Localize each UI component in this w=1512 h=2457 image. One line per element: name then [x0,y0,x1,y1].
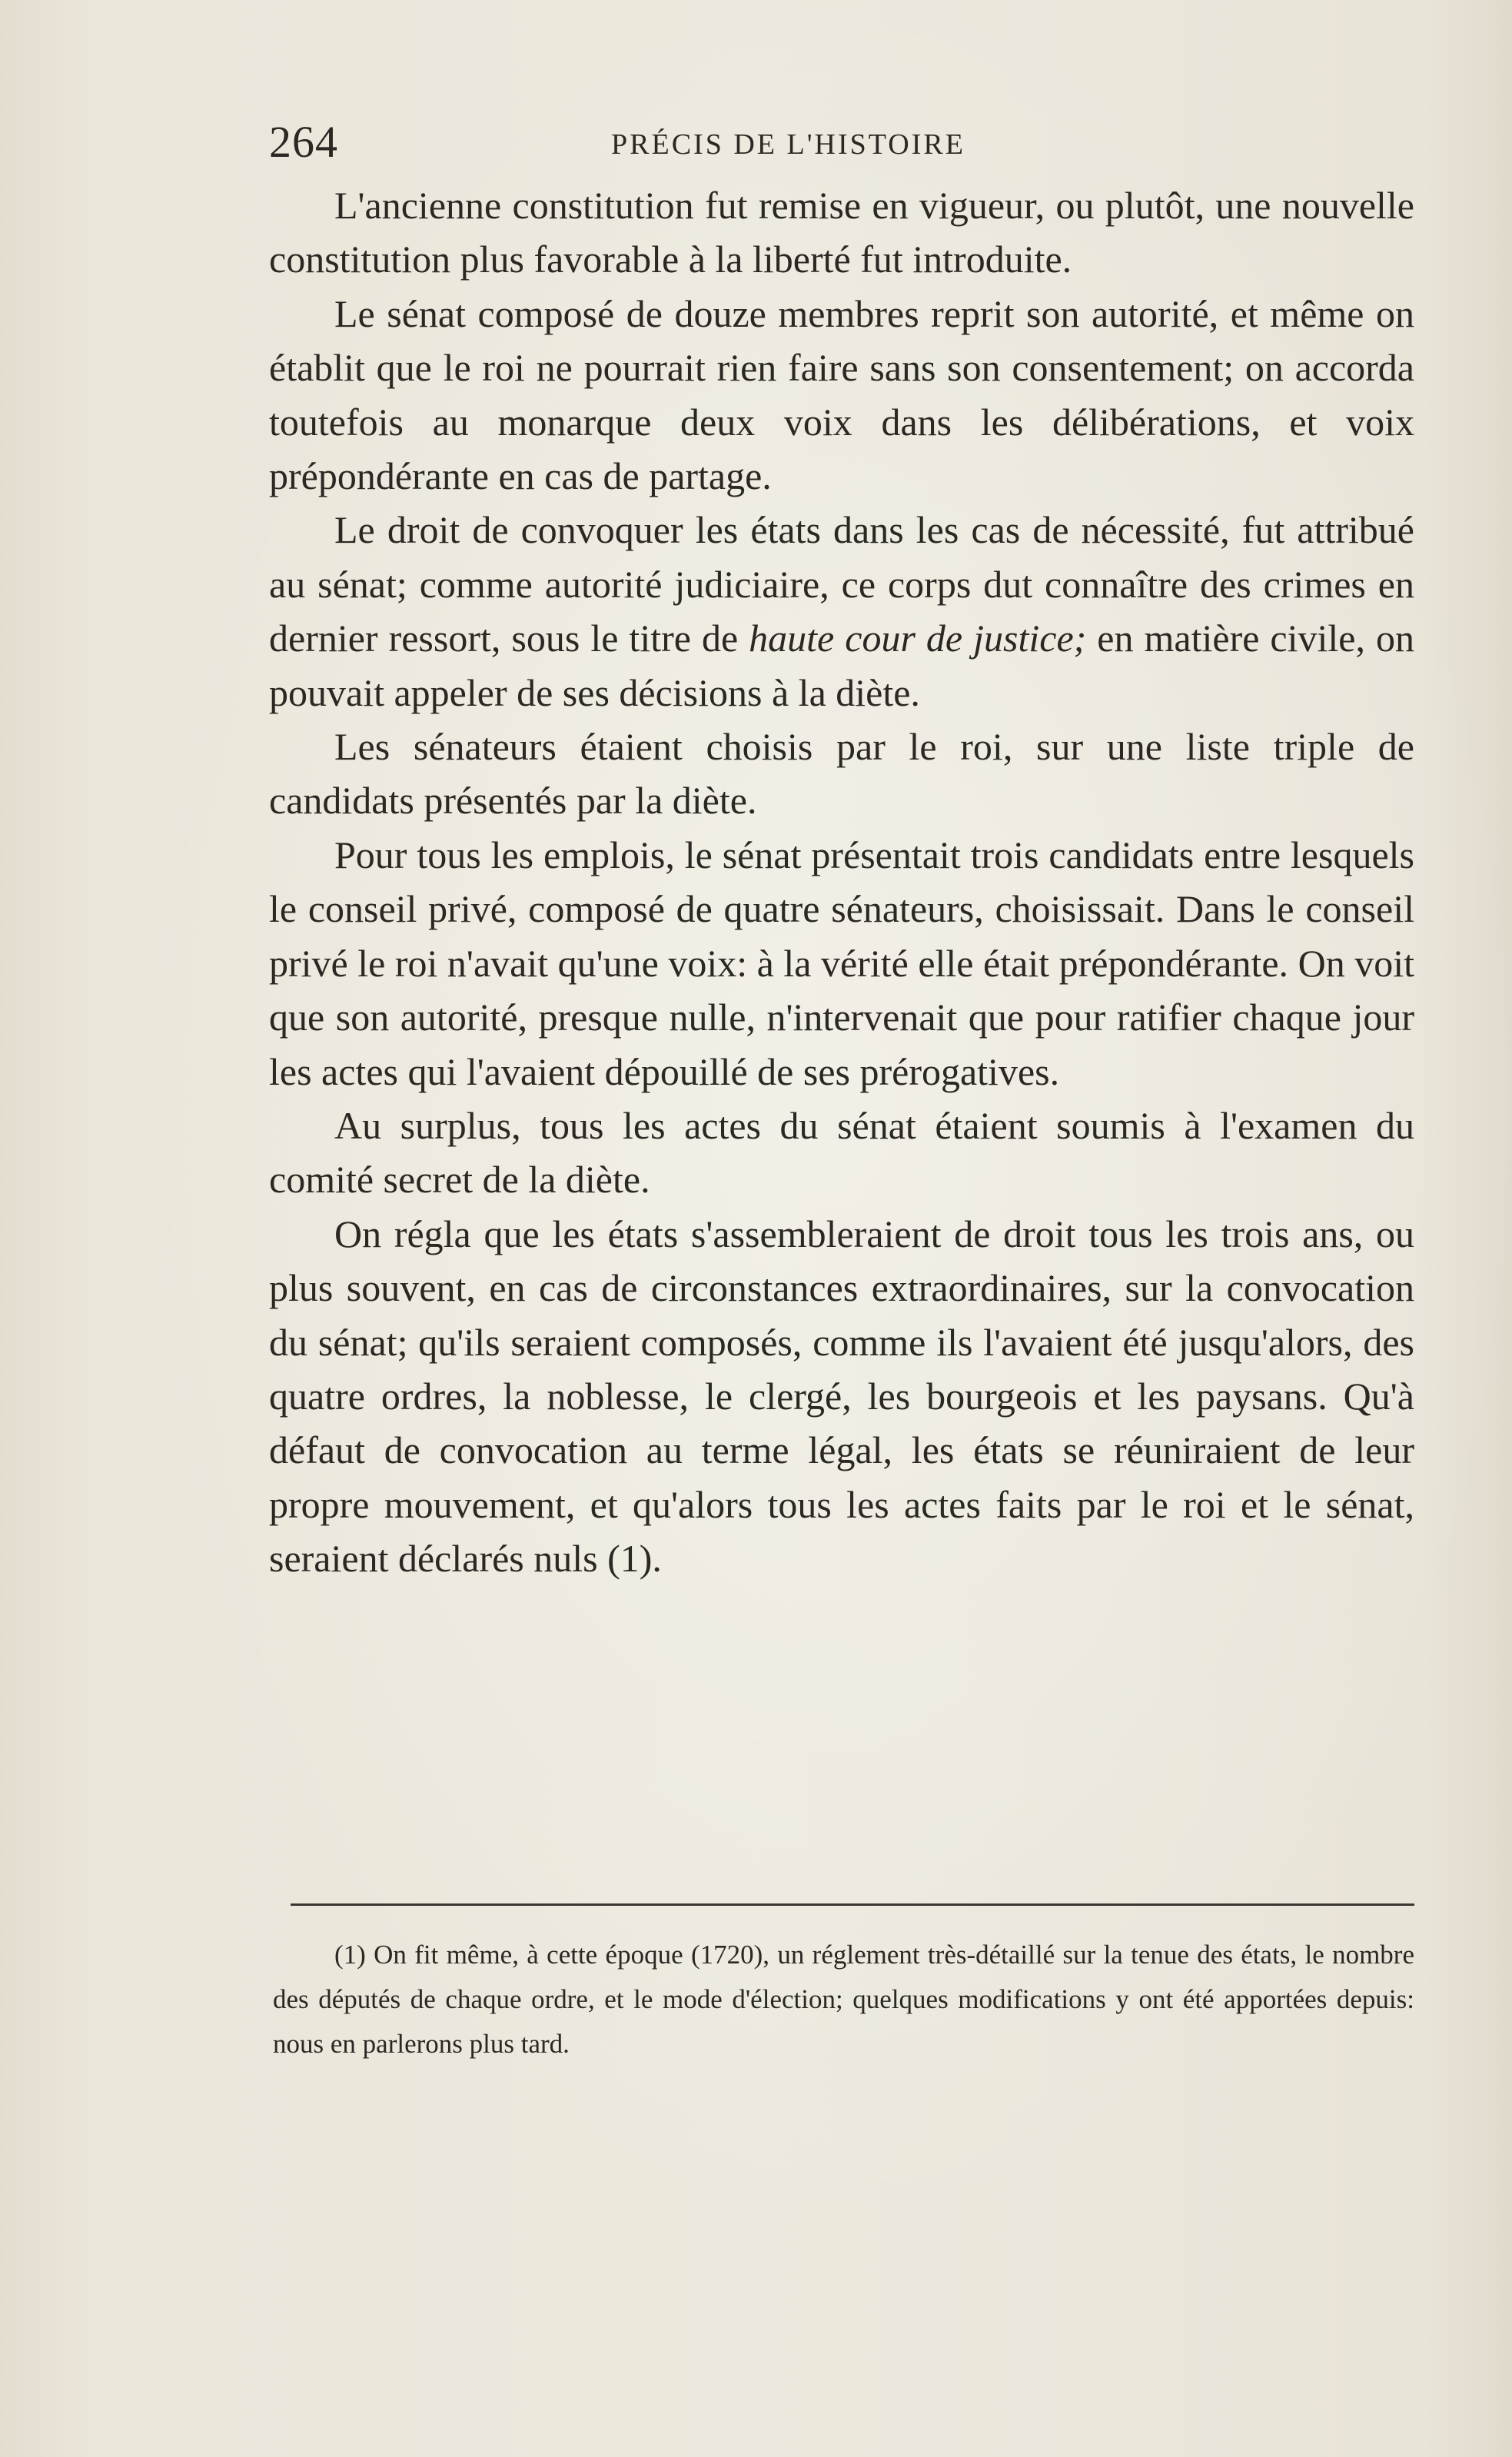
footnote-text: (1) On fit même, à cette époque (1720), un réglement très-détaillé sur la tenue des états, le nombre des députés de chaque ordre, et le mode d'élection; quelques modifications y ont été apportées depuis: nous en parlerons plus tard. [273,1940,1414,2059]
paragraph: Le sénat composé de douze membres reprit son autorité, et même on établit que le roi ne pourrait rien faire sans son consentement; on accorda toutefois au monarque deux voix dans les délibérations, et voix prépondérante en cas de partage. [269,291,1414,498]
paragraph: Au surplus, tous les actes du sénat étaient soumis à l'examen du comité secret de la diète. [269,1103,1414,1202]
paragraph: L'ancienne constitution fut remise en vigueur, ou plutôt, une nouvelle constitution plus favorable à la liberté fut introduite. [269,184,1414,281]
page-header [269,115,1407,169]
paragraph [269,503,1414,720]
running-head: PRÉCIS DE L'HISTOIRE [611,128,965,161]
page-number: 264 [269,117,338,167]
paragraph-text: Le droit de convoquer les états dans les cas de nécessité, fut attribué au sénat; comme autorité judiciaire, ce corps dut connaître des crimes en dernier ressort, sous le titre de [269,508,1414,660]
main-text [269,178,1414,1586]
footnote [273,1933,1414,2066]
paragraph: Les sénateurs étaient choisis par le roi, sur une liste triple de candidats présentés par la diète. [269,725,1414,823]
italic-title: haute cour de justice; [749,617,1087,660]
paragraph: On régla que les états s'assembleraient de droit tous les trois ans, ou plus souvent, en cas de circonstances extraordinaires, sur la convocation du sénat; qu'ils seraient composés, comme ils l'avaient été jusqu'alors, des quatre ordres, la noblesse, le clergé, les bourgeois et les paysans. Qu'à défaut de convocation au terme légal, les états se réuniraient de leur propre mouvement, et qu'alors tous les actes faits par le roi et le sénat, seraient déclarés nuls (1). [269,1212,1414,1581]
footnote-divider [291,1903,1414,1906]
paragraph-text: en matière civile, on pouvait appeler de ses décisions à la diète. [269,617,1414,714]
paragraph: Pour tous les emplois, le sénat présentait trois candidats entre lesquels le conseil privé, composé de quatre sénateurs, choisissait. Dans le conseil privé le roi n'avait qu'une voix: à la vérité elle était prépondérante. On voit que son autorité, presque nulle, n'intervenait que pour ratifier chaque jour les actes qui l'avaient dépouillé de ses prérogatives. [269,833,1414,1093]
